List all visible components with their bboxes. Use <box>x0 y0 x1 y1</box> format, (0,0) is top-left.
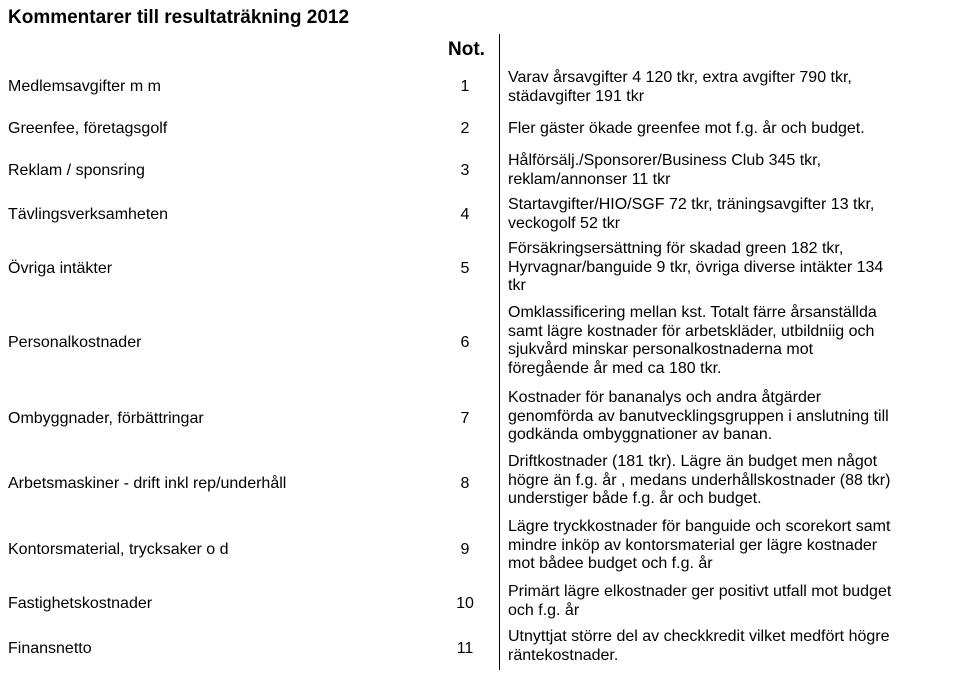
row-note-number: 2 <box>460 120 470 137</box>
row-note-number: 6 <box>460 334 470 351</box>
row-note-number: 4 <box>460 206 470 223</box>
row-label: Medlemsavgifter m m <box>8 78 161 95</box>
column-divider <box>499 34 500 670</box>
page-title: Kommentarer till resultaträkning 2012 <box>8 7 350 28</box>
row-label: Finansnetto <box>8 640 92 657</box>
row-comment: Driftkostnader (181 tkr). Lägre än budget men något högre än f.g. år , medans underhållskostnader (88 tkr) understiger både f.g. år och budget. <box>508 453 891 507</box>
row-label: Fastighetskostnader <box>8 595 153 612</box>
row-comment: Omklassificering mellan kst. Totalt färre årsanställda samt lägre kostnader för arbetskläder, utbildniig och sjukvård minskar personalkostnaderna mot föregående år med ca 180 tkr. <box>508 304 877 377</box>
row-label: Arbetsmaskiner - drift inkl rep/underhåll <box>8 475 287 492</box>
row-note-number: 5 <box>460 260 470 277</box>
row-note-number: 8 <box>460 475 470 492</box>
row-label: Ombyggnader, förbättringar <box>8 410 204 427</box>
row-note-number: 9 <box>460 541 470 558</box>
row-comment: Fler gäster ökade greenfee mot f.g. år och budget. <box>508 120 865 137</box>
row-label: Reklam / sponsring <box>8 162 145 179</box>
row-comment: Kostnader för bananalys och andra åtgärder genomförda av banutvecklingsgruppen i anslutning till godkända ombyggnationer av banan. <box>508 389 889 443</box>
row-label: Greenfee, företagsgolf <box>8 120 168 137</box>
note-column-header: Not. <box>448 39 485 60</box>
row-note-number: 3 <box>460 162 470 179</box>
row-note-number: 10 <box>456 595 474 612</box>
row-note-number: 11 <box>456 640 474 657</box>
row-comment: Lägre tryckkostnader för banguide och scorekort samt mindre inköp av kontorsmaterial ger lägre kostnader mot bådee budget och f.g. år <box>508 518 891 572</box>
row-comment: Utnyttjat större del av checkkredit vilket medfört högre räntekostnader. <box>508 628 890 664</box>
row-comment: Varav årsavgifter 4 120 tkr, extra avgifter 790 tkr, städavgifter 191 tkr <box>508 69 852 105</box>
row-note-number: 7 <box>460 410 470 427</box>
row-comment: Hålförsälj./Sponsorer/Business Club 345 tkr, reklam/annonser 11 tkr <box>508 152 822 188</box>
row-label: Personalkostnader <box>8 334 142 351</box>
row-note-number: 1 <box>460 78 470 95</box>
row-label: Tävlingsverksamheten <box>8 206 169 223</box>
row-label: Övriga intäkter <box>8 260 113 277</box>
row-label: Kontorsmaterial, trycksaker o d <box>8 541 229 558</box>
row-comment: Försäkringsersättning för skadad green 182 tkr, Hyrvagnar/banguide 9 tkr, övriga diverse intäkter 134 tkr <box>508 240 884 294</box>
row-comment: Primärt lägre elkostnader ger positivt utfall mot budget och f.g. år <box>508 583 892 619</box>
row-comment: Startavgifter/HIO/SGF 72 tkr, träningsavgifter 13 tkr, veckogolf 52 tkr <box>508 196 875 232</box>
